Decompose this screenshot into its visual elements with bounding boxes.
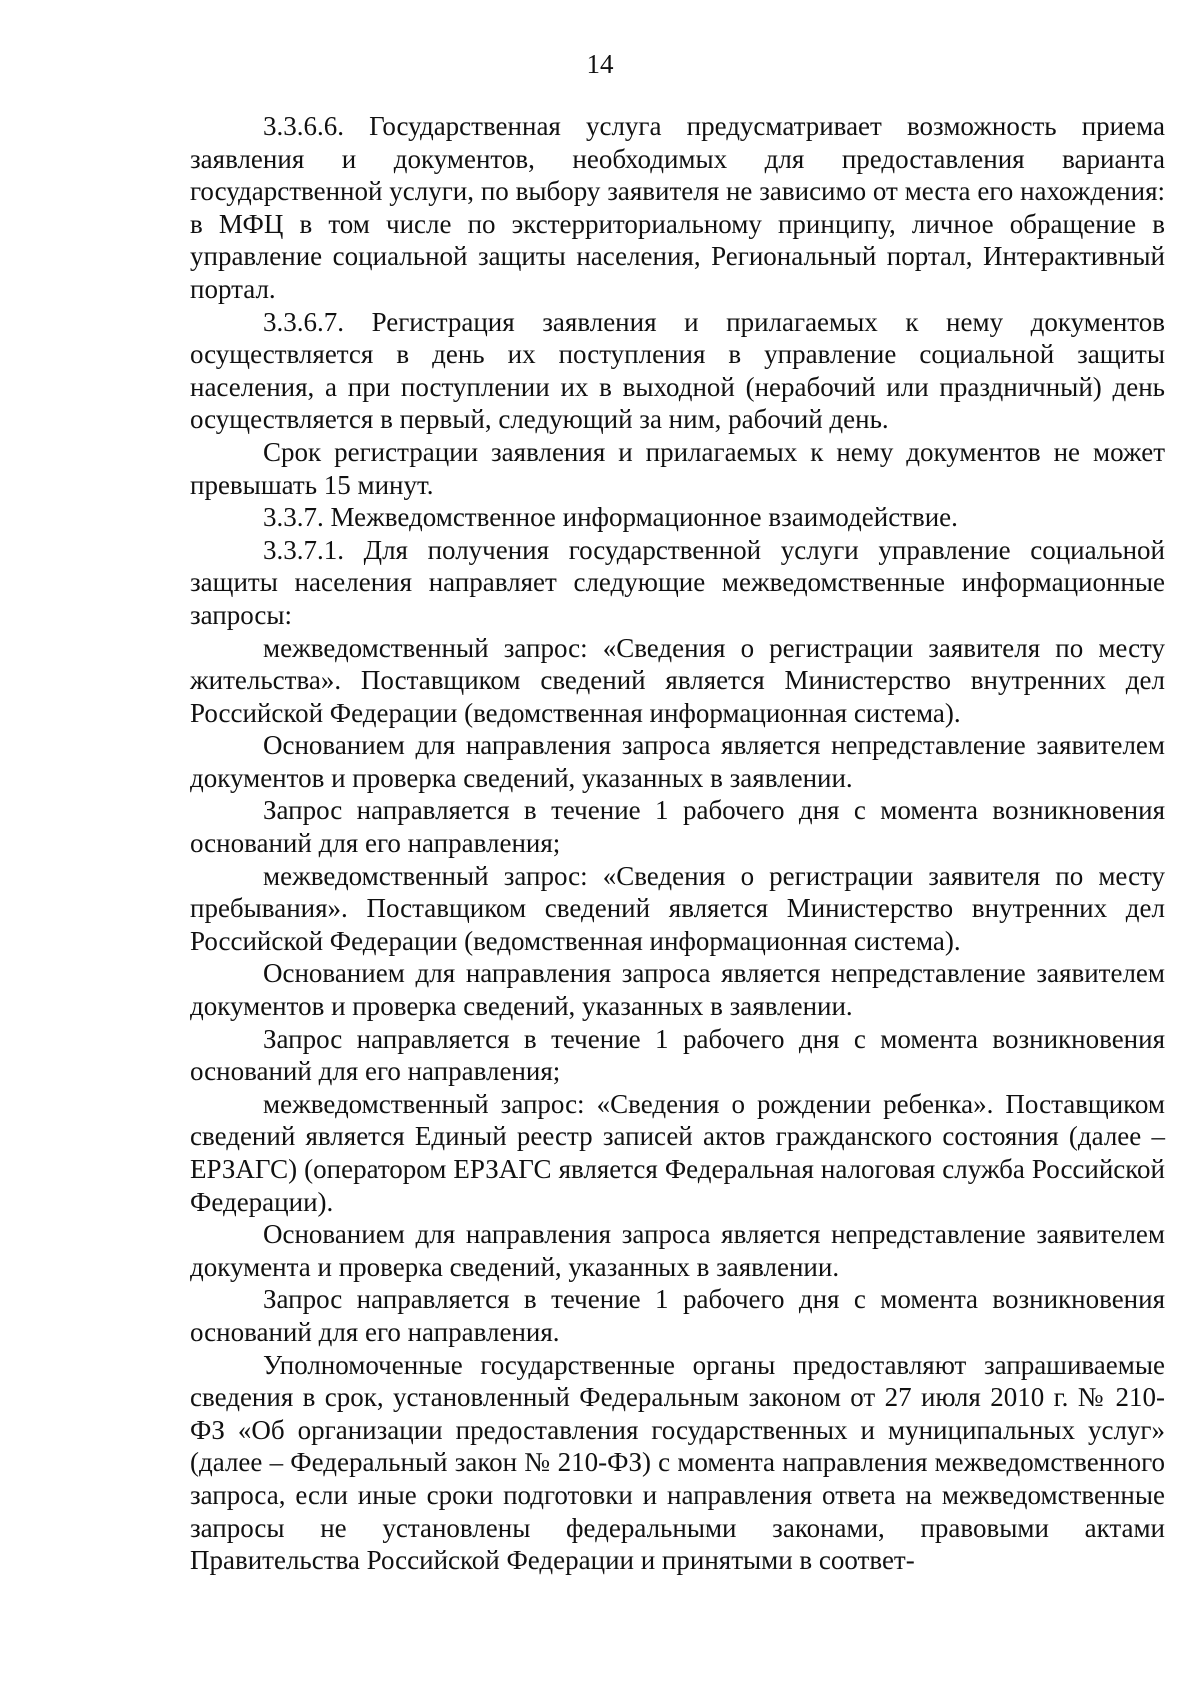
paragraph-registration-term: Срок регистрации заявления и прилагаемых к нему документов не может превышать 15 минут. xyxy=(190,436,1165,500)
paragraph-term-birth: Запрос направляется в течение 1 рабочего дня с момента возникновения оснований для его направления. xyxy=(190,1284,1165,1347)
paragraph-request-birth: межведомственный запрос: «Сведения о рождении ребенка». Поставщиком сведений является Единый реестр записей актов гражданского состояния (далее – ЕРЗАГС) (оператором ЕРЗАГС является Федеральная налоговая служба Российской Федерации). xyxy=(190,1088,1165,1217)
paragraph-basis-birth: Основанием для направления запроса является непредставление заявителем документа и проверка сведений, указанных в заявлении. xyxy=(190,1219,1165,1282)
paragraph-3-3-7: 3.3.7. Межведомственное информационное взаимодействие. xyxy=(263,502,958,533)
document-body xyxy=(190,110,1165,1577)
paragraph-3-3-6-6: 3.3.6.6. Государственная услуга предусматривает возможность приема заявления и документов, необходимых для предоставления варианта государственной услуги, по выбору заявителя не зависимо от места его нахождения: в МФЦ в том числе по экстерриториальному принципу, личное обращение в управление социальной защиты населения, Региональный портал, Интерактивный портал. xyxy=(190,111,1165,304)
paragraph-request-residence: межведомственный запрос: «Сведения о регистрации заявителя по месту жительства». Поставщиком сведений является Министерство внутренних дел Российской Федерации (ведомственная информационная система). xyxy=(190,632,1165,728)
paragraph-3-3-6-7: 3.3.6.7. Регистрация заявления и прилагаемых к нему документов осуществляется в день их поступления в управление социальной защиты населения, а при поступлении их в выходной (нерабочий или праздничный) день осуществляется в первый, следующий за ним, рабочий день. xyxy=(190,306,1165,435)
paragraph-basis-residence: Основанием для направления запроса является непредставление заявителем документов и проверка сведений, указанных в заявлении. xyxy=(190,730,1165,793)
paragraph-term-residence: Запрос направляется в течение 1 рабочего дня с момента возникновения оснований для его направления; xyxy=(190,795,1165,859)
page-number: 14 xyxy=(586,49,614,79)
paragraph-3-3-7-1: 3.3.7.1. Для получения государственной услуги управление социальной защиты населения направляет следующие межведомственные информационные запросы: xyxy=(190,534,1165,630)
paragraph-authorized-bodies: Уполномоченные государственные органы предоставляют запрашиваемые сведения в срок, установленный Федеральным законом от 27 июля 2010 г. № 210-ФЗ «Об организации предоставления государственных и муниципальных услуг» (далее – Федеральный закон № 210-ФЗ) с момента направления межведомственного запроса, если иные сроки подготовки и направления ответа на межведомственные запросы не установлены федеральными законами, правовыми актами Правительства Российской Федерации и принятыми в соответ- xyxy=(190,1349,1165,1576)
paragraph-request-stay: межведомственный запрос: «Сведения о регистрации заявителя по месту пребывания». Поставщиком сведений является Министерство внутренних дел Российской Федерации (ведомственная информационная система). xyxy=(190,860,1165,956)
paragraph-term-stay: Запрос направляется в течение 1 рабочего дня с момента возникновения оснований для его направления; xyxy=(190,1023,1165,1087)
paragraph-basis-stay: Основанием для направления запроса является непредставление заявителем документов и проверка сведений, указанных в заявлении. xyxy=(190,958,1165,1022)
